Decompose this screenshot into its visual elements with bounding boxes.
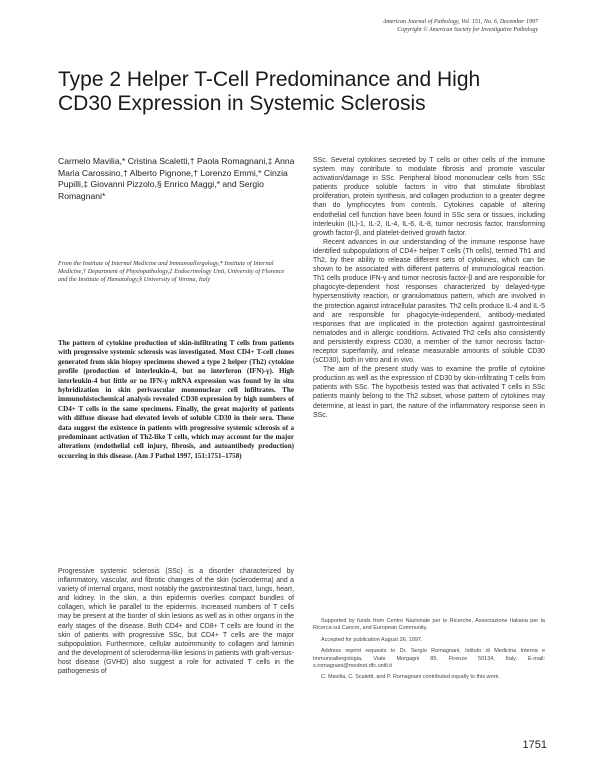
footnote-funding: Supported by funds from Centro Nazionale per le Ricerche, Associazione Italiana per la Ricerca sul Cancro, and European Community. [313, 618, 545, 632]
abstract: The pattern of cytokine production of skin-infiltrating T cells from patients with progressive systemic sclerosis was investigated. Most CD4+ T-cell clones generated from skin biopsy specimens showed a type 2 helper (Th2) cytokine profile (production of interleukin-4, but no interferon (IFN)-γ). High interleukin-4 but little or no IFN-γ mRNA expression was found by in situ hybridization in skin perivascular mononuclear cell infiltrates. The immunohistochemical analysis revealed CD30 expression by high numbers of CD4+ T cells in the same specimens. Finally, the great majority of patients with diffuse disease had elevated levels of soluble CD30 in their sera. These data suggest the existence in patients with progressive systemic sclerosis of a predominant activation of Th2-like T cells, which may account for the major alterations (endothelial cell injury, fibrosis, and autoantibody production) occurring in this disease. (Am J Pathol 1997, 151:1751–1758) [58, 339, 294, 460]
body-paragraph: Recent advances in our understanding of the immune response have identified subpopulations of CD4+ helper T cells (Th cells), termed Th1 and Th2, by their ability to release different sets of cytokines, which can be shown to be associated with different patterns of immunological reaction. Th1 cells produce IFN-γ and tumor necrosis factor-β and are responsible for phagocyte-dependent host responses characterized by delayed-type hypersensitivity reaction, or granulomatous pattern, which are involved in the protection against intracellular parasites. Th2 cells produce IL-4 and IL-5 and are responsible for phagocyte-independent, antibody-mediated responses that are implicated in the protection against gastrointestinal nematodes and in allergic conditions. Activated Th2 cells also consistently and persistently express CD30, a member of the tumor necrosis factor-receptor superfamily, and release measurable amounts of soluble CD30 (sCD30), both in vitro and in vivo. [313, 238, 545, 365]
footnote-reprints: Address reprint requests to Dr. Sergio Romagnani, Istituto di Medicina Interna e Immunoallergologia, Viale Morgagni 85, Firenze 50134, Italy. E-mail: s.romagnani@mednet.dfc.unifi.it [313, 648, 545, 670]
body-paragraph: Progressive systemic sclerosis (SSc) is a disorder characterized by inflammatory, vascular, and fibrotic changes of the skin (scleroderma) and a variety of internal organs, most notably the gastrointestinal tract, lungs, heart, and kidney. In the skin, a thin epidermis overlies compact bundles of collagen, which lie parallel to the epidermis. Increased numbers of T cells may be present at the border of skin lesions as well as in other organs in the early stages of the disease. Both CD4+ and CD8+ T cells are found in the skin of patients with progressive SSc, but CD4+ T cells are the major subpopulation. Furthermore, cellular autoimmunity to collagen and laminin and the development of scleroderma-like lesions in patients with graft-versus-host disease (GVHD) also suggest a role for activated T cells in the pathogenesis of [58, 568, 294, 676]
author-list: Carmelo Mavilia,* Cristina Scaletti,† Paola Romagnani,‡ Anna Maria Carossino,† Alberto Pignone,† Lorenzo Emmi,* Cinzia Pupilli,‡ Giovanni Pizzolo,§ Enrico Maggi,* and Sergio Romagnani* [58, 156, 295, 201]
footnote-contribution: C. Mavilia, C. Scaletti, and P. Romagnani contributed equally to this work. [321, 674, 500, 681]
page-number: 1751 [522, 739, 547, 751]
article-title: Type 2 Helper T-Cell Predominance and High CD30 Expression in Systemic Sclerosis [58, 68, 481, 115]
body-paragraph: SSc. Several cytokines secreted by T cells or other cells of the immune system may contribute to modulate fibrosis and promote vascular activation/damage in SSc. Peripheral blood mononuclear cells from SSc patients produce soluble factors in vitro that stimulate fibroblast proliferation, protein synthesis, and collagen production to a greater degree than do lymphocytes from controls. Cytokines capable of altering endothelial cell function have been found in SSc sera or tissues, including interleukin (IL)-1, IL-2, IL-4, IL-6, IL-8, tumor necrosis factor, transforming growth factor-β, and platelet-derived growth factor. [313, 157, 545, 237]
body-paragraph: The aim of the present study was to examine the profile of cytokine production as well as the expression of CD30 by skin-infiltrating T cells from patients with SSc. The hypothesis tested was that activated T cells in SSc patients mainly belong to the Th2 subset, whose pattern of cytokines may determine, at least in part, the nature of the inflammatory response seen in SSc. [313, 366, 545, 419]
author-affiliation: From the Institute of Internal Medicine and Immunoallergology,* Institute of Internal Medicine,† Department of Physiopathology,‡ Endocrinology Unit, University of Florence and the Institute of Hematology,§ University of Verona, Italy [58, 260, 285, 284]
journal-header [238, 18, 538, 34]
left-column-body [58, 567, 294, 676]
right-column-body [313, 156, 545, 420]
journal-copyright: Copyright © American Society for Investigative Pathology [397, 27, 538, 33]
footnote-accepted: Accepted for publication August 26, 1997. [321, 636, 423, 643]
footnotes [313, 618, 545, 686]
journal-citation: American Journal of Pathology, Vol. 151, No. 6, December 1997 [382, 19, 538, 25]
